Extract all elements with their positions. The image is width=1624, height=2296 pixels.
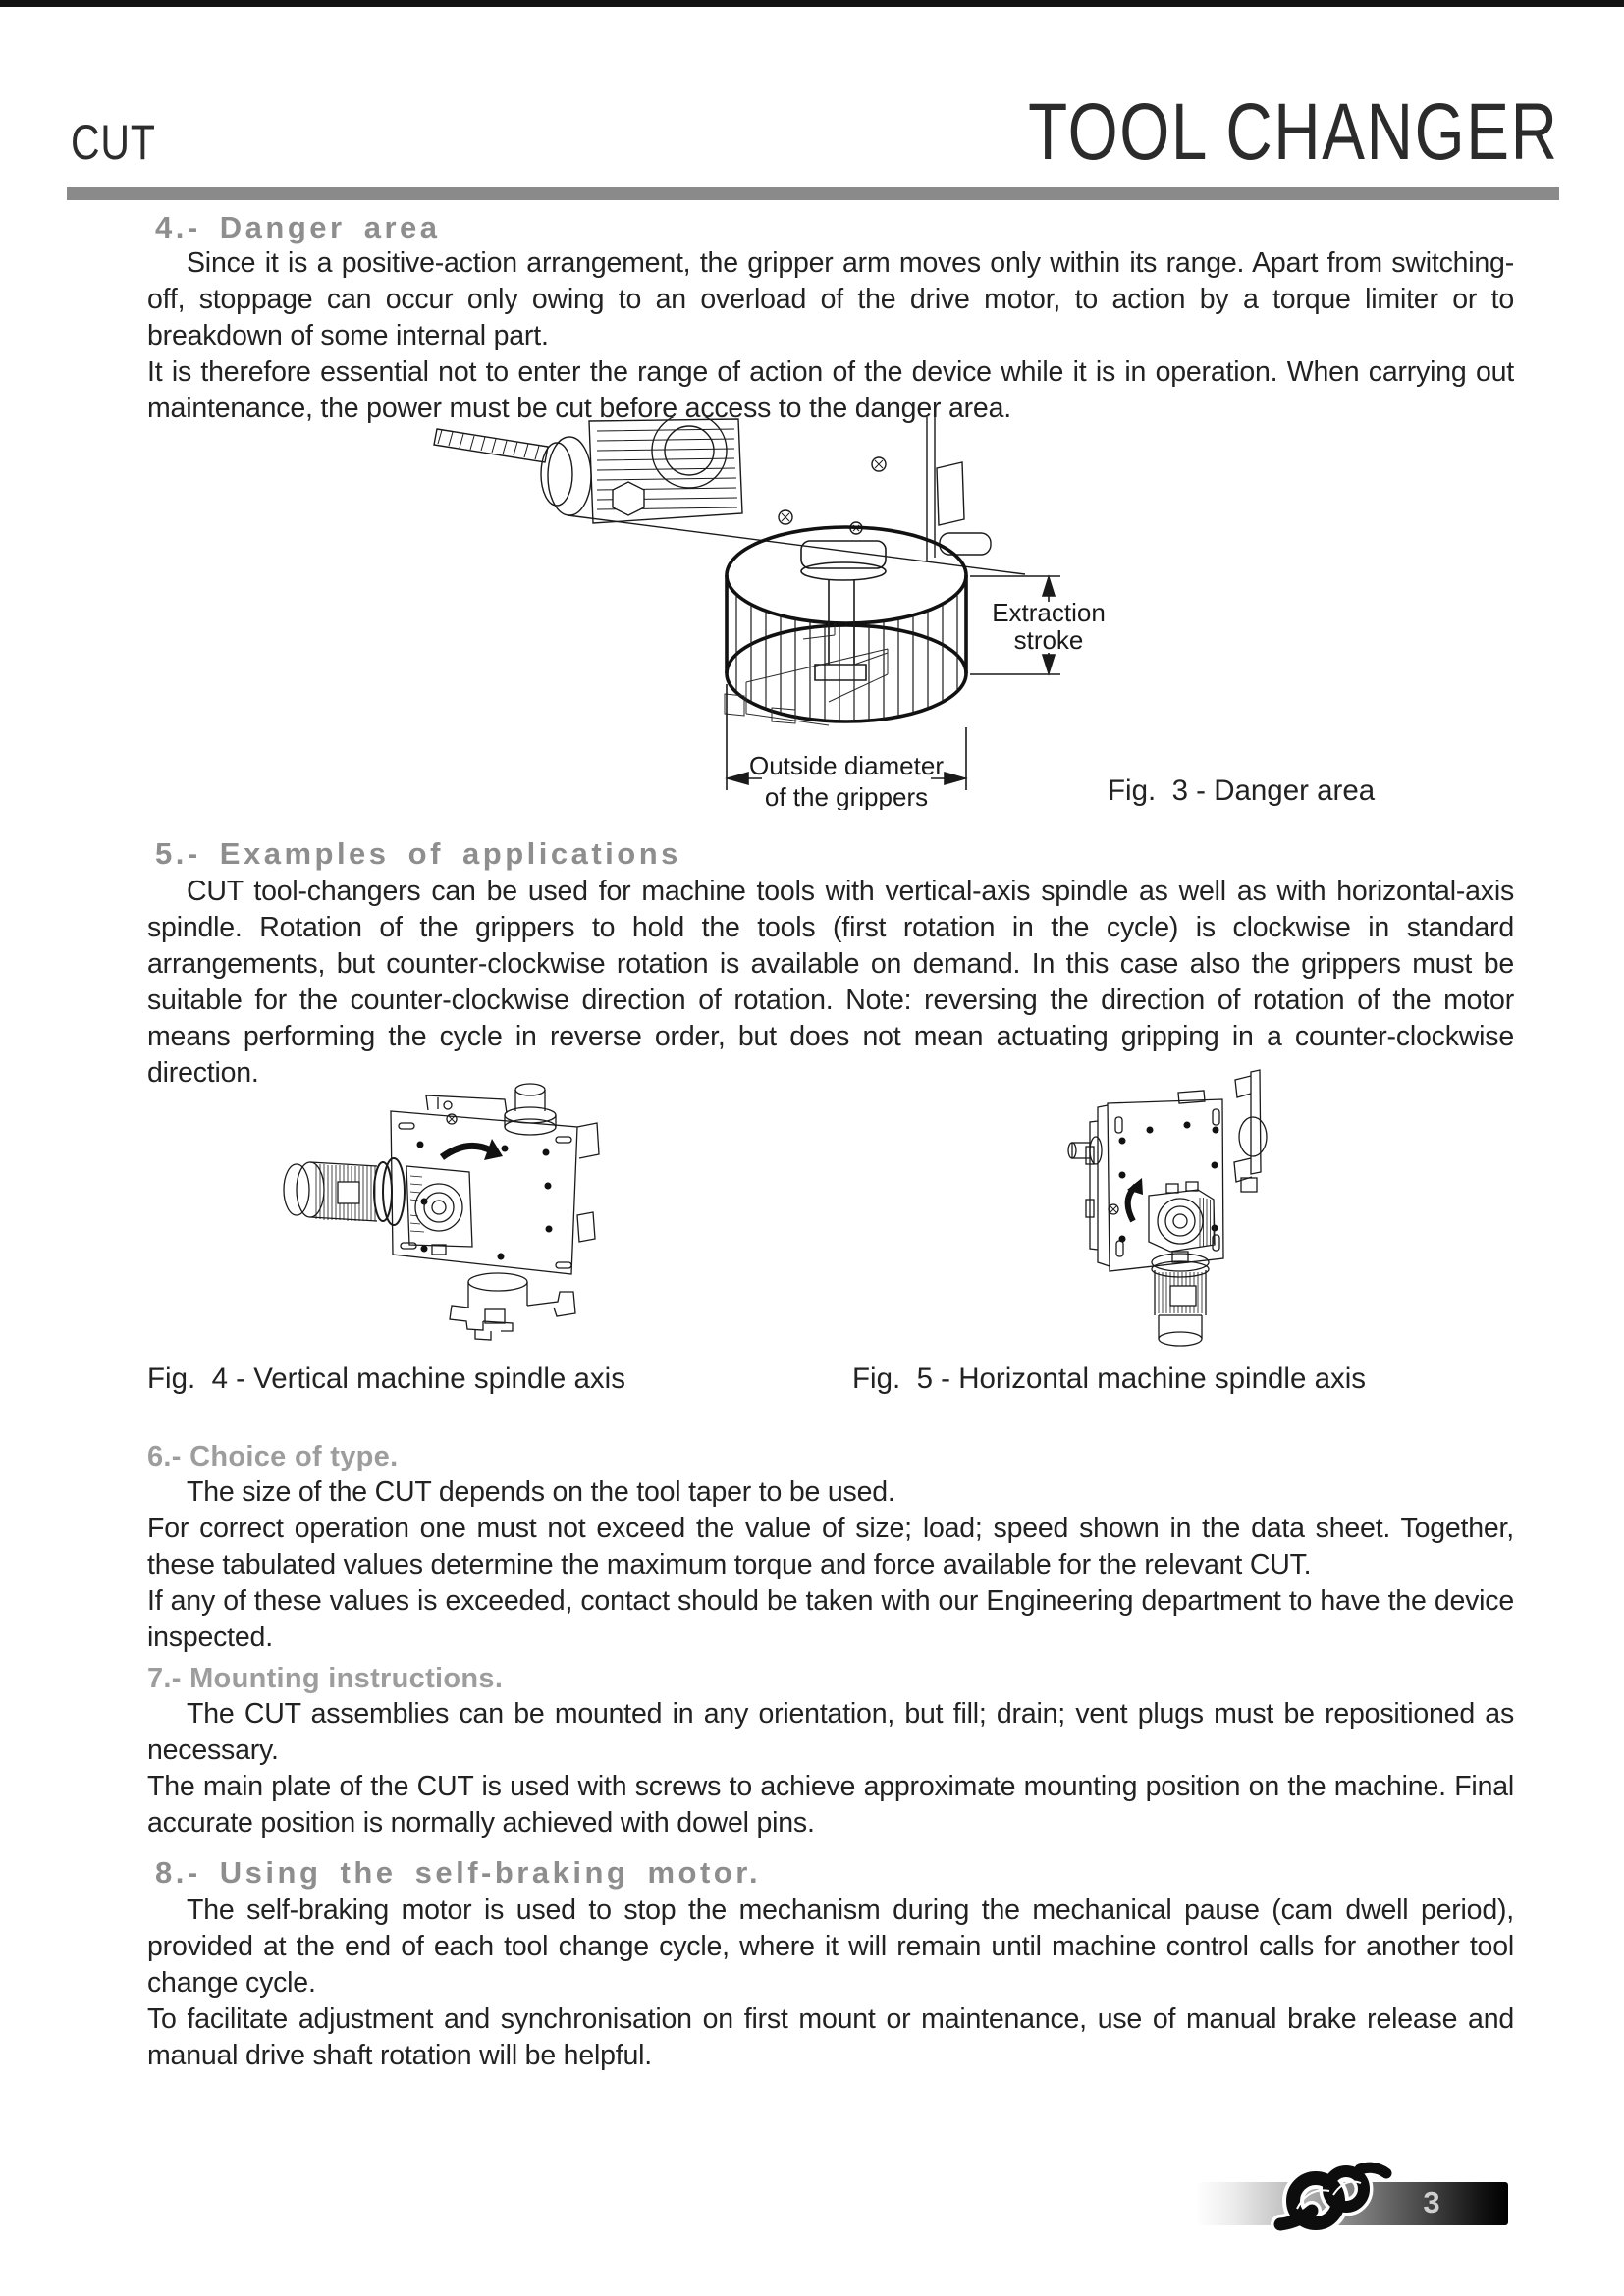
section-4-heading: 4.- Danger area: [155, 210, 441, 244]
paragraph: The CUT assemblies can be mounted in any orientation, but fill; drain; vent plugs must be repositioned as necessary.: [147, 1698, 1514, 1766]
outside-diameter-label-line2: of the grippers: [764, 782, 929, 810]
paragraph: If any of these values is exceeded, contact should be taken with our Engineering department to have the device inspected.: [147, 1585, 1514, 1653]
scan-top-edge: [0, 0, 1624, 7]
fig5-horizontal-spindle-drawing: [1011, 1052, 1345, 1366]
paragraph: To facilitate adjustment and synchronisation on first mount or maintenance, use of manual brake release and manual drive shaft rotation will be helpful.: [147, 2003, 1514, 2071]
fig3-danger-area-drawing: [412, 417, 1384, 810]
paragraph: Since it is a positive-action arrangement, the gripper arm moves only within its range. Apart from switching-off, stoppage can occur only owing to an overload of the drive motor, to action by a torque limiter or to breakdown of some internal part.: [147, 247, 1514, 351]
page-title: TOOL CHANGER: [1028, 87, 1559, 177]
section-6-heading: 6.- Choice of type.: [147, 1441, 399, 1472]
outside-diameter-label-line1: Outside diameter: [749, 751, 944, 780]
section-4-body: [147, 245, 1514, 427]
fig4-gearbox: [406, 1166, 472, 1255]
paragraph: For correct operation one must not exceed the value of size; load; speed shown in the data sheet. Together, these tabulated values determine the maximum torque and force available for the relevant CUT.: [147, 1513, 1514, 1580]
paragraph: It is therefore essential not to enter the range of action of the device while it is in operation. When carrying out maintenance, the power must be cut before access to the danger area.: [147, 356, 1514, 424]
fig4-flange-discs: [374, 1158, 405, 1225]
paragraph: The main plate of the CUT is used with screws to achieve approximate mounting position on the machine. Final accurate position is normally achieved with dowel pins.: [147, 1771, 1514, 1839]
section-8-body: [147, 1893, 1514, 2074]
fig3-danger-cylinder: [727, 527, 966, 721]
extraction-stroke-label-line1: Extraction: [992, 598, 1106, 627]
fig5-screw-dots: [1119, 1122, 1219, 1243]
fig4-motor: [284, 1162, 377, 1221]
paragraph: CUT tool-changers can be used for machine tools with vertical-axis spindle as well as with horizontal-axis spindle. Rotation of the grippers to hold the tools (first rotation in the cycle) is clockwise in standard arrangements, but counter-clockwise rotation is available on demand. In this case also the grippers must be suitable for the counter-clockwise direction of rotation. Note: reversing the direction of rotation of the motor means performing the cycle in reverse order, but does not mean actuating gripping in a counter-clockwise direction.: [147, 876, 1514, 1089]
fig5-caption: Fig. 5 - Horizontal machine spindle axis: [852, 1362, 1367, 1395]
fig5-gearbox: [1149, 1182, 1215, 1252]
fig4-vertical-spindle-drawing: [265, 1062, 677, 1345]
fig3-gripper-mechanism: [725, 623, 888, 725]
paragraph: The self-braking motor is used to stop the mechanism during the mechanical pause (cam dwell period), provided at the end of each tool change cycle, where it will remain until machine control calls for another tool change cycle.: [147, 1895, 1514, 1999]
section-7-heading: 7.- Mounting instructions.: [147, 1663, 504, 1694]
section-8-heading: 8.- Using the self-braking motor.: [155, 1855, 762, 1890]
knot-logo-icon: [1265, 2150, 1397, 2243]
fig5-gripper-bracket: [1234, 1070, 1267, 1192]
brand-logo-text: CUT: [71, 115, 156, 170]
extraction-stroke-label-line2: stroke: [1013, 625, 1084, 655]
page-number: 3: [1423, 2185, 1440, 2219]
fig4-gripper-arm: [450, 1273, 575, 1340]
fig3-gearbox: [434, 417, 742, 523]
fig4-caption: Fig. 4 - Vertical machine spindle axis: [147, 1362, 625, 1395]
section-5-heading: 5.- Examples of applications: [155, 836, 681, 871]
section-6-body: [147, 1474, 1514, 1656]
section-7-body: [147, 1696, 1514, 1842]
fig3-caption: Fig. 3 - Danger area: [1108, 774, 1376, 807]
paragraph: The size of the CUT depends on the tool taper to be used.: [187, 1476, 895, 1508]
fig4-rotation-arrow: [442, 1139, 503, 1160]
header-rule: [67, 187, 1559, 200]
fig5-rotation-arrow: [1127, 1178, 1143, 1221]
